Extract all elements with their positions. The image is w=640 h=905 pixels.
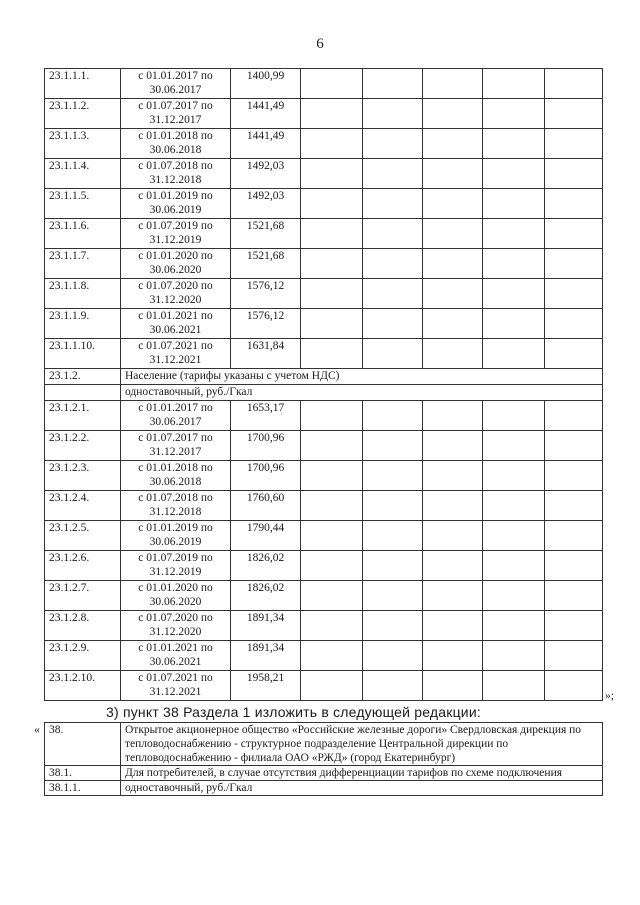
empty-cell (301, 279, 363, 309)
row-value: 1576,12 (231, 309, 301, 339)
empty-cell (363, 521, 423, 551)
empty-cell (423, 99, 483, 129)
row-code: 23.1.2.9. (45, 641, 121, 671)
row-value: 1826,02 (231, 581, 301, 611)
table-row (45, 279, 603, 309)
empty-cell (483, 431, 545, 461)
table-row (45, 129, 603, 159)
row-value: 1826,02 (231, 551, 301, 581)
empty-cell (363, 129, 423, 159)
empty-cell (301, 69, 363, 99)
empty-cell (545, 671, 603, 701)
empty-cell (423, 461, 483, 491)
empty-cell (545, 129, 603, 159)
empty-cell (483, 219, 545, 249)
empty-cell (363, 551, 423, 581)
row-code: 23.1.1.8. (45, 279, 121, 309)
empty-cell (301, 339, 363, 369)
empty-cell (301, 129, 363, 159)
table-row (45, 491, 603, 521)
row-code: 23.1.2.2. (45, 431, 121, 461)
empty-cell (483, 189, 545, 219)
closing-quote-mark: »; (605, 690, 614, 702)
empty-cell (423, 189, 483, 219)
empty-cell (423, 611, 483, 641)
row-code: 23.1.1.10. (45, 339, 121, 369)
empty-cell (423, 431, 483, 461)
row-value: 1891,34 (231, 611, 301, 641)
row-period: с 01.01.2017 по 30.06.2017 (121, 69, 231, 99)
table-row (45, 249, 603, 279)
empty-cell (363, 671, 423, 701)
row-value: 1631,84 (231, 339, 301, 369)
row-code: 23.1.1.5. (45, 189, 121, 219)
row-period: с 01.07.2020 по 31.12.2020 (121, 611, 231, 641)
row-value: 1760,60 (231, 491, 301, 521)
row-code: 23.1.1.7. (45, 249, 121, 279)
empty-cell (545, 189, 603, 219)
table-row (45, 309, 603, 339)
row-value: 1492,03 (231, 189, 301, 219)
empty-cell (363, 69, 423, 99)
empty-cell (545, 69, 603, 99)
empty-cell (301, 309, 363, 339)
empty-cell (301, 641, 363, 671)
row-period: с 01.07.2017 по 31.12.2017 (121, 99, 231, 129)
empty-cell (545, 581, 603, 611)
amendment-instruction: 3) пункт 38 Раздела 1 изложить в следующей редакции: (106, 704, 481, 720)
table-row (45, 369, 603, 385)
row-code: 23.1.2.7. (45, 581, 121, 611)
empty-cell (423, 159, 483, 189)
table-row (45, 431, 603, 461)
table-row (45, 219, 603, 249)
empty-cell (545, 461, 603, 491)
empty-cell (301, 671, 363, 701)
row-code (45, 385, 121, 401)
empty-cell (423, 491, 483, 521)
empty-cell (545, 401, 603, 431)
empty-cell (545, 249, 603, 279)
row-value: 1790,44 (231, 521, 301, 551)
empty-cell (301, 189, 363, 219)
row-code: 23.1.2.4. (45, 491, 121, 521)
empty-cell (545, 611, 603, 641)
empty-cell (423, 521, 483, 551)
table-row (45, 581, 603, 611)
row-value: 1441,49 (231, 129, 301, 159)
empty-cell (363, 279, 423, 309)
empty-cell (363, 159, 423, 189)
row-period: с 01.07.2020 по 31.12.2020 (121, 279, 231, 309)
empty-cell (483, 581, 545, 611)
empty-cell (363, 461, 423, 491)
table-row (45, 766, 603, 781)
row-code: 23.1.1.4. (45, 159, 121, 189)
row-period: с 01.01.2018 по 30.06.2018 (121, 461, 231, 491)
row-period: с 01.01.2017 по 30.06.2017 (121, 401, 231, 431)
empty-cell (363, 309, 423, 339)
empty-cell (545, 491, 603, 521)
empty-cell (483, 279, 545, 309)
row-period: с 01.07.2021 по 31.12.2021 (121, 671, 231, 701)
empty-cell (363, 401, 423, 431)
table-row (45, 611, 603, 641)
row-value: 1492,03 (231, 159, 301, 189)
empty-cell (423, 309, 483, 339)
empty-cell (483, 611, 545, 641)
empty-cell (301, 461, 363, 491)
empty-cell (363, 611, 423, 641)
empty-cell (483, 159, 545, 189)
row-code: 23.1.2.3. (45, 461, 121, 491)
group-sublabel: одноставочный, руб./Гкал (121, 385, 603, 401)
empty-cell (301, 611, 363, 641)
row-code: 23.1.2.1. (45, 401, 121, 431)
empty-cell (363, 219, 423, 249)
row-period: с 01.07.2019 по 31.12.2019 (121, 219, 231, 249)
empty-cell (423, 249, 483, 279)
empty-cell (301, 219, 363, 249)
empty-cell (423, 401, 483, 431)
empty-cell (545, 279, 603, 309)
section-table (44, 722, 603, 796)
empty-cell (363, 581, 423, 611)
empty-cell (363, 431, 423, 461)
empty-cell (545, 641, 603, 671)
row-code: 38. (45, 723, 121, 766)
row-text: одноставочный, руб./Гкал (121, 781, 603, 796)
empty-cell (423, 129, 483, 159)
tariff-table (44, 68, 603, 701)
row-value: 1958,21 (231, 671, 301, 701)
empty-cell (301, 431, 363, 461)
row-code: 23.1.2.5. (45, 521, 121, 551)
row-period: с 01.07.2018 по 31.12.2018 (121, 159, 231, 189)
empty-cell (301, 249, 363, 279)
row-value: 1700,96 (231, 461, 301, 491)
row-value: 1521,68 (231, 249, 301, 279)
empty-cell (363, 491, 423, 521)
empty-cell (483, 309, 545, 339)
row-value: 1891,34 (231, 641, 301, 671)
empty-cell (545, 431, 603, 461)
row-code: 23.1.2.8. (45, 611, 121, 641)
empty-cell (301, 521, 363, 551)
empty-cell (545, 339, 603, 369)
empty-cell (423, 69, 483, 99)
row-code: 23.1.1.9. (45, 309, 121, 339)
row-value: 1521,68 (231, 219, 301, 249)
empty-cell (483, 461, 545, 491)
empty-cell (423, 219, 483, 249)
empty-cell (483, 129, 545, 159)
empty-cell (483, 491, 545, 521)
row-value: 1400,99 (231, 69, 301, 99)
empty-cell (483, 249, 545, 279)
row-code: 38.1.1. (45, 781, 121, 796)
row-period: с 01.07.2017 по 31.12.2017 (121, 431, 231, 461)
empty-cell (423, 581, 483, 611)
empty-cell (423, 641, 483, 671)
table-row (45, 189, 603, 219)
row-text: Открытое акционерное общество «Российские железные дороги» Свердловская дирекция по тепловодоснабжению - структурное подразделение Центральной дирекции по тепловодоснабжению - филиала ОАО «РЖД» (город Екатеринбург) (121, 723, 603, 766)
row-period: с 01.07.2018 по 31.12.2018 (121, 491, 231, 521)
empty-cell (483, 339, 545, 369)
row-value: 1653,17 (231, 401, 301, 431)
row-period: с 01.01.2018 по 30.06.2018 (121, 129, 231, 159)
row-value: 1441,49 (231, 99, 301, 129)
empty-cell (363, 249, 423, 279)
empty-cell (483, 671, 545, 701)
row-code: 23.1.1.6. (45, 219, 121, 249)
empty-cell (483, 69, 545, 99)
row-code: 23.1.1.3. (45, 129, 121, 159)
empty-cell (301, 551, 363, 581)
empty-cell (423, 551, 483, 581)
empty-cell (423, 279, 483, 309)
table-row (45, 159, 603, 189)
table-row (45, 521, 603, 551)
empty-cell (363, 189, 423, 219)
row-period: с 01.01.2019 по 30.06.2019 (121, 521, 231, 551)
row-code: 23.1.2.10. (45, 671, 121, 701)
empty-cell (483, 521, 545, 551)
table-row (45, 99, 603, 129)
row-value: 1576,12 (231, 279, 301, 309)
row-period: с 01.07.2019 по 31.12.2019 (121, 551, 231, 581)
row-code: 23.1.2.6. (45, 551, 121, 581)
row-text: Для потребителей, в случае отсутствия дифференциации тарифов по схеме подключения (121, 766, 603, 781)
empty-cell (483, 401, 545, 431)
table-row (45, 551, 603, 581)
row-period: с 01.01.2021 по 30.06.2021 (121, 641, 231, 671)
row-code: 23.1.2. (45, 369, 121, 385)
group-label: Население (тарифы указаны с учетом НДС) (121, 369, 603, 385)
row-code: 38.1. (45, 766, 121, 781)
empty-cell (545, 521, 603, 551)
empty-cell (301, 491, 363, 521)
table-row (45, 385, 603, 401)
table-row (45, 461, 603, 491)
table-row (45, 723, 603, 766)
empty-cell (545, 99, 603, 129)
empty-cell (483, 551, 545, 581)
empty-cell (301, 159, 363, 189)
table-row (45, 641, 603, 671)
empty-cell (545, 159, 603, 189)
row-period: с 01.01.2020 по 30.06.2020 (121, 581, 231, 611)
row-value: 1700,96 (231, 431, 301, 461)
empty-cell (483, 641, 545, 671)
table-row (45, 671, 603, 701)
empty-cell (301, 581, 363, 611)
row-code: 23.1.1.1. (45, 69, 121, 99)
table-row (45, 69, 603, 99)
empty-cell (363, 339, 423, 369)
empty-cell (545, 219, 603, 249)
page-number: 6 (316, 36, 324, 52)
empty-cell (363, 99, 423, 129)
empty-cell (423, 339, 483, 369)
row-period: с 01.01.2019 по 30.06.2019 (121, 189, 231, 219)
empty-cell (301, 401, 363, 431)
row-period: с 01.07.2021 по 31.12.2021 (121, 339, 231, 369)
empty-cell (301, 99, 363, 129)
row-period: с 01.01.2021 по 30.06.2021 (121, 309, 231, 339)
empty-cell (423, 671, 483, 701)
row-code: 23.1.1.2. (45, 99, 121, 129)
empty-cell (483, 99, 545, 129)
table-row (45, 401, 603, 431)
empty-cell (363, 641, 423, 671)
empty-cell (545, 309, 603, 339)
opening-quote-mark: « (34, 722, 40, 736)
empty-cell (545, 551, 603, 581)
table-row (45, 339, 603, 369)
table-row (45, 781, 603, 796)
row-period: с 01.01.2020 по 30.06.2020 (121, 249, 231, 279)
